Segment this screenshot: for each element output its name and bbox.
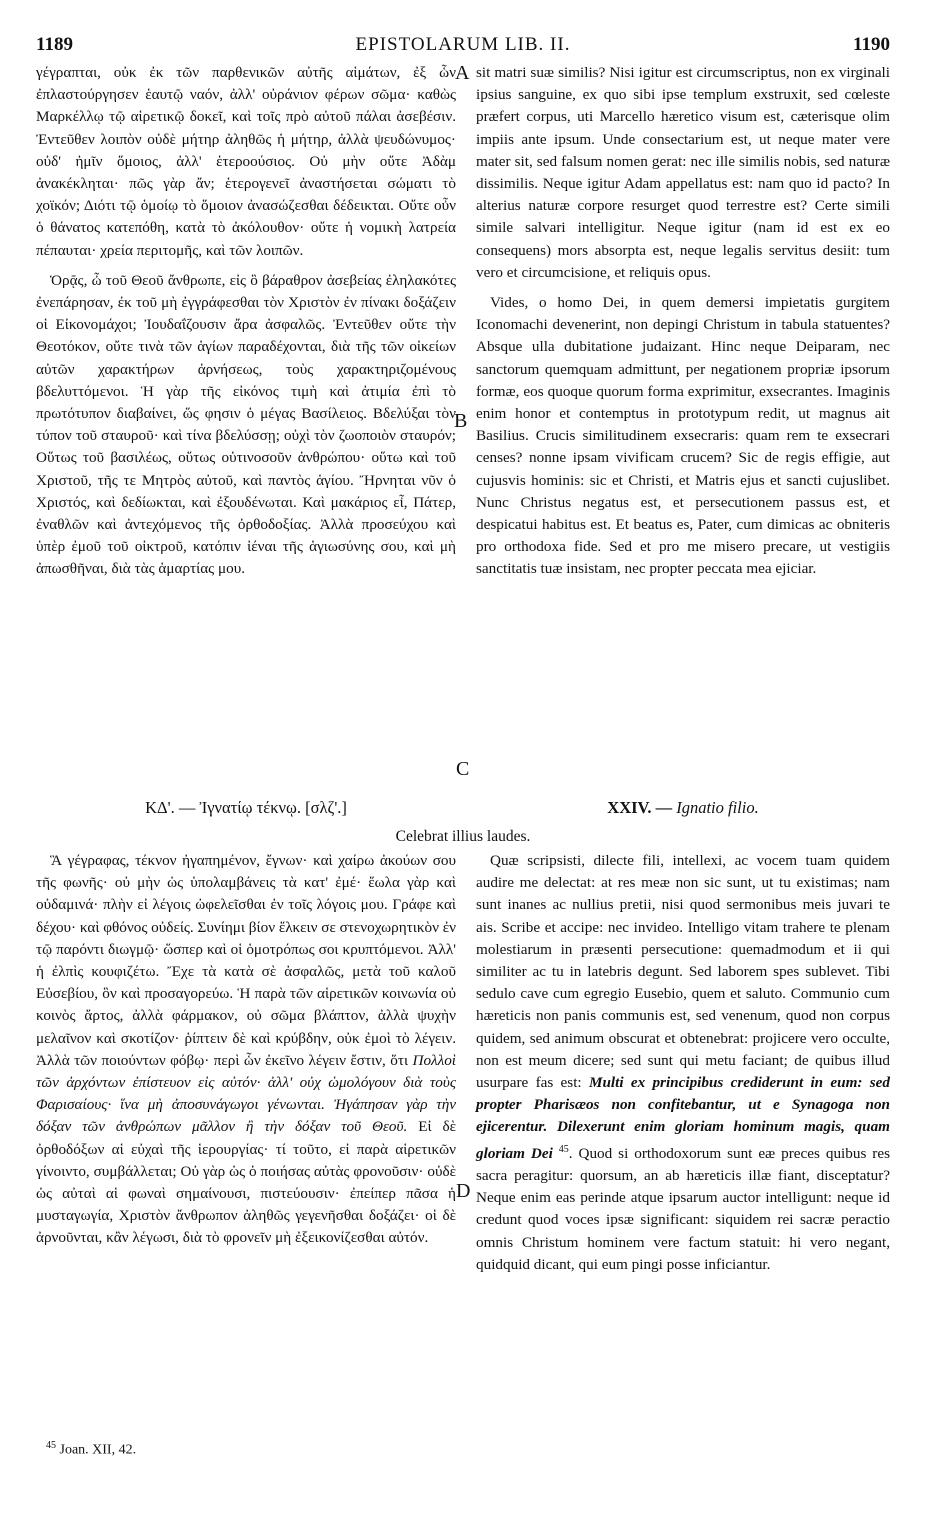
greek-paragraph: γέγραπται, οὐκ ἐκ τῶν παρθενικῶν αὐτῆς αἱμάτων, ἐξ ὧν ἐπλαστούργησεν ἑαυτῷ ναόν, ἀλλ' οὐράνιον φέρων σῶμα· καθὼς Μαρκέλλῳ τῷ αἱρετικῷ δοκεῖ, καὶ τοῖς πρὸ αὐτοῦ πάλαι ἀσεβέσιν. Ἐντεῦθεν λοιπὸν οὐδὲ μήτηρ ἀληθῶς ἡ μήτηρ, ἀλλὰ ψευδώνυμος· οὐδ' ἡμῖν ὅμοιος, ἀλλ' ἑτεροούσιος. Οὐ μὴν οὔτε Ἀδὰμ ἀνακέκληται· πῶς γὰρ ἄν; ἑτερογενεῖ ἀναστήσεται σώματι τὸ χοϊκόν; Διότι τῷ ὁμοίῳ τὸ ὅμοιον ἀνασώζεσθαι δέδεικται. Οὔτε οὖν ὁ θάνατος κατεπόθη, κατὰ τὸ ἀκόλουθον· οὔτε ἡ νομικὴ λατρεία πέπαυται· χρεία περιτομῆς, καὶ τῶν λοιπῶν. (36, 64, 456, 259)
footnote (46, 1440, 136, 1459)
greek-letter-body (36, 850, 456, 1250)
latin-letter-title-number: XXIV. — (607, 798, 673, 817)
margin-marker-b: B (454, 410, 468, 432)
latin-column-top (476, 62, 890, 581)
greek-letter-paragraph (36, 850, 456, 1250)
greek-column-top (36, 62, 456, 581)
margin-marker-c: C (456, 758, 470, 780)
latin-letter-title-name: Ignatio filio. (676, 798, 759, 817)
greek-letter-text-2: Εἰ δὲ ὀρθοδόξων αἱ εὐχαὶ τῆς ἱερουργίας· τί τοῦτο, εἰ παρὰ αἱρετικῶν γίνοιντο, συμβάλλεται; Οὐ γὰρ ὡς ὁ ποιήσας αὐτὰς φρονοῦσιν· οὐδὲ ὡς αὐταὶ αἱ φωναὶ σημαίνουσι, πιστεύουσιν· ἐπείπερ πᾶσα ἡ μυσταγωγία, Χριστὸν ἄνθρωπον ἀληθῶς γεγενῆσθαι δοξάζει· οἱ δὲ ἀρνοῦνται, κἂν λέγωσι, διὰ τὸ φρονεῖν μὴ ἐξεικονίζεσθαι αὐτόν. (36, 1118, 456, 1247)
greek-scripture-quote: Πολλοὶ τῶν ἀρχόντων ἐπίστευον εἰς αὐτόν· ἀλλ' οὐχ ὡμολόγουν διὰ τοὺς Φαρισαίους· ἵνα μὴ ἀποσυνάγωγοι γένωνται. Ἠγάπησαν γὰρ τὴν δόξαν τῶν ἀνθρώπων μᾶλλον ἢ τὴν δόξαν τοῦ Θεοῦ. (36, 1051, 457, 1136)
margin-marker-a: A (455, 62, 470, 84)
footnote-text: Joan. XII, 42. (56, 1442, 137, 1458)
footnote-reference: 45 (558, 1143, 569, 1155)
letter-summary: Celebrat illius laudes. (395, 828, 531, 845)
latin-scripture-quote: Multi ex principibus crediderunt in eum: sed propter Pharisæos non confitebantur, ut e Synagoga non ejicerentur. Dilexerunt enim gloriam hominum magis, quam gloriam Dei (476, 1074, 890, 1162)
footnote-number: 45 (46, 1440, 56, 1451)
greek-letter-title (36, 798, 456, 818)
page-header (36, 34, 890, 60)
greek-paragraph: Ὁρᾷς, ὦ τοῦ Θεοῦ ἄνθρωπε, εἰς ὃ βάραθρον ἀσεβείας ἐληλακότες ἐνεπάρησαν, ἐκ τοῦ μὴ ἐγγράφεσθαι τὸν Χριστὸν ἐν πίνακι δοξάζειν οἱ Εἰκονομάχοι; Ἰουδαΐζουσιν ἄρα ἀσφαλῶς. Ἐντεῦθεν οὔτε τὴν Θεοτόκον, οὔτε τινὰ τῶν ἁγίων παραδέχονται, διὰ τῆς τῶν οἰκείων αὐτῶν χαρακτήρων ἀρνήσεως, τοὺς χαρακτηριζομένους βδελυττόμενοι. Ἡ γὰρ τῆς εἰκόνος τιμὴ καὶ ἀτιμία ἐπὶ τὸ πρωτότυπον διαβαίνει, ὥς φησιν ὁ μέγας Βασίλειος. Βδελύξαι τὸν τύπον τοῦ σταυροῦ· καὶ τίνα βδελύσσῃ; οὐχὶ τὸν ζωοποιὸν σταυρόν; Οὕτως τοῦ βασιλέως, οὕτως οὑτινοσοῦν ἀνθρώπου· οὕτω καὶ τοῦ Χριστοῦ, τῆς τε Μητρὸς αὐτοῦ, καὶ παντὸς ἁγίου. Ἤρνηται νῦν ὁ Χριστός, καὶ δεδίωκται, καὶ ἐξουδένωται. Καὶ μακάριος εἶ, Πάτερ, ἐναθλῶν καὶ ἀντεχόμενος τῆς ὀρθοδοξίας. Ἀλλὰ προσεύχου καὶ ὑπὲρ ἐμοῦ τοῦ οἰκτροῦ, κατόπιν ἰέναι τῆς ἁγιωσύνης σου, καὶ μὴ ἀπωσθῆναι, διὰ τὰς ἁμαρτίας μου. (36, 271, 456, 578)
running-title: EPISTOLARUM LIB. II. (355, 34, 571, 55)
margin-marker-d: D (456, 1180, 471, 1202)
greek-letter-text-1: Ἃ γέγραφας, τέκνον ἠγαπημένον, ἔγνων· καὶ χαίρω ἀκούων σου τῆς φωνῆς· οὐ μὴν ὡς ὑπολαμβάνεις τὰ κατ' ἐμέ· ἕωλα γὰρ καὶ οὐδαμινά· πλὴν εἰ λέγοις ὠφελεῖσθαι ἐν τοῖς λόγοις μου. Γράφε καὶ δέχου· καὶ φθόνος οὐδείς. Συνίημι βίον ἕλκειν σε στενοχωρητικὸν ἐν τῷ παρόντι διωγμῷ· ὥσπερ καὶ οἱ ὁμοτρόπως σοι κρυπτόμενοι. Ἀλλ' ἡ ἐλπὶς κουφιζέτω. Ἔχε τὰ κατὰ σὲ ἀσφαλῶς, μετὰ τοῦ καλοῦ Εὐσεβίου, ὃν καὶ προσαγορεύω. Ἡ παρὰ τῶν αἱρετικῶν κοινωνία οὐ κοινὸς ἄρτος, ἀλλὰ φάρμακον, οὐ σῶμα βλάπτον, ἀλλὰ ψυχὴν μελαῖνον καὶ σκοτίζον· ῥίπτειν δὲ καὶ κρύβδην, οὐκ ἐμοὶ τὸ λέγειν. Ἀλλὰ τῶν ποιούντων φόβῳ· περὶ ὧν ἐκεῖνο λέγειν ἔστιν, ὅτι (36, 852, 457, 1069)
latin-letter-title (476, 798, 890, 818)
latin-letter-paragraph (476, 850, 890, 1276)
greek-letter-title-text: ΚΔ'. — Ἰγνατίῳ τέκνῳ. [σλζ'.] (145, 798, 347, 817)
latin-paragraph: sit matri suæ similis? Nisi igitur est circumscriptus, non ex virginali ipsius sanguine, ex quo sibi ipse templum exstruxit, sed cœleste præfert corpus, uti Marcello hæretico visum est, cæterisque olim impiis ante ipsum. Unde consectarium est, ut neque mater vere mater sit, sed falsum nomen gerat: nec ille similis nobis, sed naturæ dissimilis. Neque igitur Adam appellatus est: nam quo id pacto? In alterius naturæ corpore resurget quod terrestre est? Certe simili simile salvari intelligitur. Neque igitur (nam id est ex eo consequens) mors absorpta est, neque legalis servitus desiit: tum vero et circumcisione, et reliquis opus. (476, 64, 890, 281)
latin-letter-text-2: . Quod si orthodoxorum sunt eæ preces quibus res sacra peragitur: quorsum, an ab hæreticis illæ fiant, disceptatur? Neque enim eas perinde atque ipsarum auctor intelligunt: neque id credunt quod voces ipsæ significant: siquidem rei sacræ peractio omnis Christum hominem vere factum statuit: hi vero negant, quidquid dicant, qui eum pingi posse inficiantur. (476, 1144, 890, 1273)
page-number-left: 1189 (36, 34, 73, 55)
latin-letter-body (476, 850, 890, 1276)
page-number-right: 1190 (853, 34, 890, 55)
latin-letter-text-1: Quæ scripsisti, dilecte fili, intellexi, ac vocem tuam quidem audire me delectat: at res meæ non sic sunt, ut tu existimas; nam sunt inanes ac nullius pretii, nisi quod sermonibus meis juvari te ais. Scribe et accipe: nec invideo. Intelligo vitam trahere te plenam molestiarum in præsenti persecutione: quemadmodum et ii qui similiter ac tu in latebris degunt. Sed laborem spes sublevet. Tibi sedulo cave cum egregio Eusebio, quem et saluto. Communio cum hæreticis non panis communis est, sed venenum, quod non corpus quidem, sed animum obscurat et obtenebrat: projicere vero occulte, non est meum dicere; sed sunt qui metu faciant; de quibus illud usurpare fas est: (476, 852, 890, 1092)
latin-paragraph: Vides, o homo Dei, in quem demersi impietatis gurgitem Iconomachi devenerint, non depingi Christum in tabula statuentes? Absque ulla dubitatione judaizant. Hinc neque Deiparam, nec sanctorum quemquam admittunt, per negationem propriæ ipsorum formæ, eos quoque quorum forma exprimitur, exsecrantes. Imaginis enim honor et contemptus in prototypum redit, ut magnus ait Basilius. Crucis similitudinem exsecraris: quam rem te exsecrari censes? nonne ipsam vivificam crucem? Sic de regis effigie, aut cujusvis hominis: sic et Christi, et Matris ejus et sancti cujuslibet. Nunc Christus negatus est, et persecutionem passus est, et despicatui habitus est. Et beatus es, Pater, cum dimicas ac obniteris pro orthodoxa fide. Sed et pro me misero precare, ut vestigiis sanctitatis tuæ insistam, nec propter peccata mea ejiciar. (476, 294, 890, 578)
